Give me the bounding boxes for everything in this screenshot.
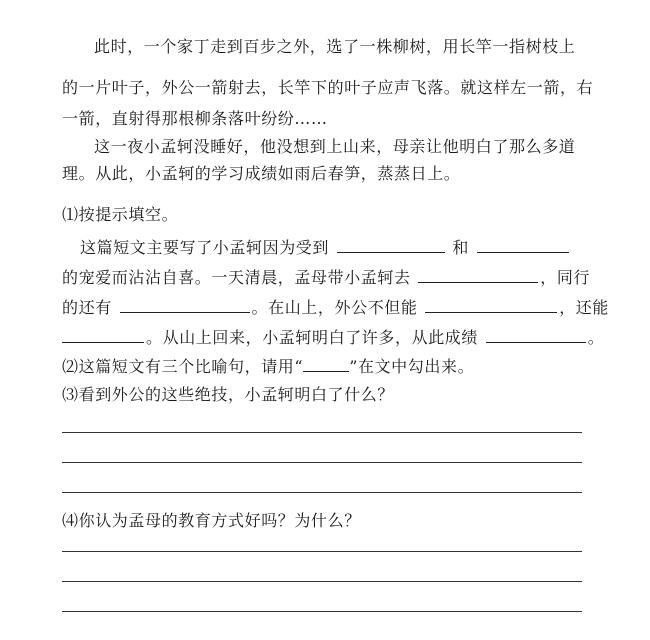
answer-line-q3-3[interactable] — [62, 492, 582, 493]
question-4-label: ⑷你认为孟母的教育方式好吗？为什么？ — [62, 511, 361, 530]
story-paragraph-1-line-1: 此时，一个家丁走到百步之外，选了一株柳树，用长竿一指树枝上 — [94, 37, 576, 56]
q1-text-3b: 。在山上，外公不但能 — [251, 298, 418, 317]
fill-blank-3[interactable] — [418, 267, 538, 283]
fill-blank-7[interactable] — [486, 327, 586, 343]
question-1-line-2 — [62, 267, 590, 288]
answer-line-q4-3[interactable] — [62, 611, 582, 612]
story-paragraph-2-line-1: 这一夜小孟轲没睡好，他没想到上山来，母亲让他明白了那么多道 — [94, 137, 576, 156]
q2-text-b: ”在文中勾出来。 — [349, 357, 475, 376]
q1-text-1b: 和 — [452, 238, 469, 257]
story-paragraph-1-line-2: 的一片叶子，外公一箭射去，长竿下的叶子应声飞落。就这样左一箭，右 — [62, 78, 594, 97]
story-paragraph-2-line-2: 理。从此，小孟轲的学习成绩如雨后春笋，蒸蒸日上。 — [62, 164, 461, 183]
question-1-line-1 — [80, 237, 571, 258]
fill-blank-2[interactable] — [477, 237, 569, 253]
underline-mark-sample — [303, 356, 349, 372]
q1-text-1a: 这篇短文主要写了小孟轲因为受到 — [80, 238, 330, 257]
q1-text-4a: 。从山上回来，小孟轲明白了许多，从此成绩 — [146, 328, 479, 347]
answer-line-q4-1[interactable] — [62, 551, 582, 552]
question-1-line-4 — [62, 327, 604, 348]
question-1-label: ⑴按提示填空。 — [62, 205, 179, 224]
story-paragraph-1-line-3: 一箭，直射得那根柳条落叶纷纷…… — [62, 109, 328, 128]
question-3-label: ⑶看到外公的这些绝技，小孟轲明白了什么？ — [62, 385, 395, 404]
answer-line-q3-1[interactable] — [62, 432, 582, 433]
question-1-line-3 — [62, 297, 609, 318]
q1-text-4b: 。 — [587, 328, 605, 347]
q1-text-2a: 的宠爱而沾沾自喜。一天清晨，孟母带小孟轲去 — [62, 268, 411, 287]
q2-text-a: ⑵这篇短文有三个比喻句，请用“ — [62, 357, 304, 376]
question-2 — [62, 356, 474, 377]
fill-blank-4[interactable] — [120, 297, 250, 313]
q1-text-3a: 的还有 — [62, 298, 112, 317]
fill-blank-1[interactable] — [337, 237, 445, 253]
answer-line-q4-2[interactable] — [62, 581, 582, 582]
fill-blank-6[interactable] — [62, 327, 144, 343]
answer-line-q3-2[interactable] — [62, 462, 582, 463]
fill-blank-5[interactable] — [425, 297, 557, 313]
q1-text-3c: ，还能 — [559, 298, 610, 317]
q1-text-2b: ，同行 — [540, 268, 591, 287]
